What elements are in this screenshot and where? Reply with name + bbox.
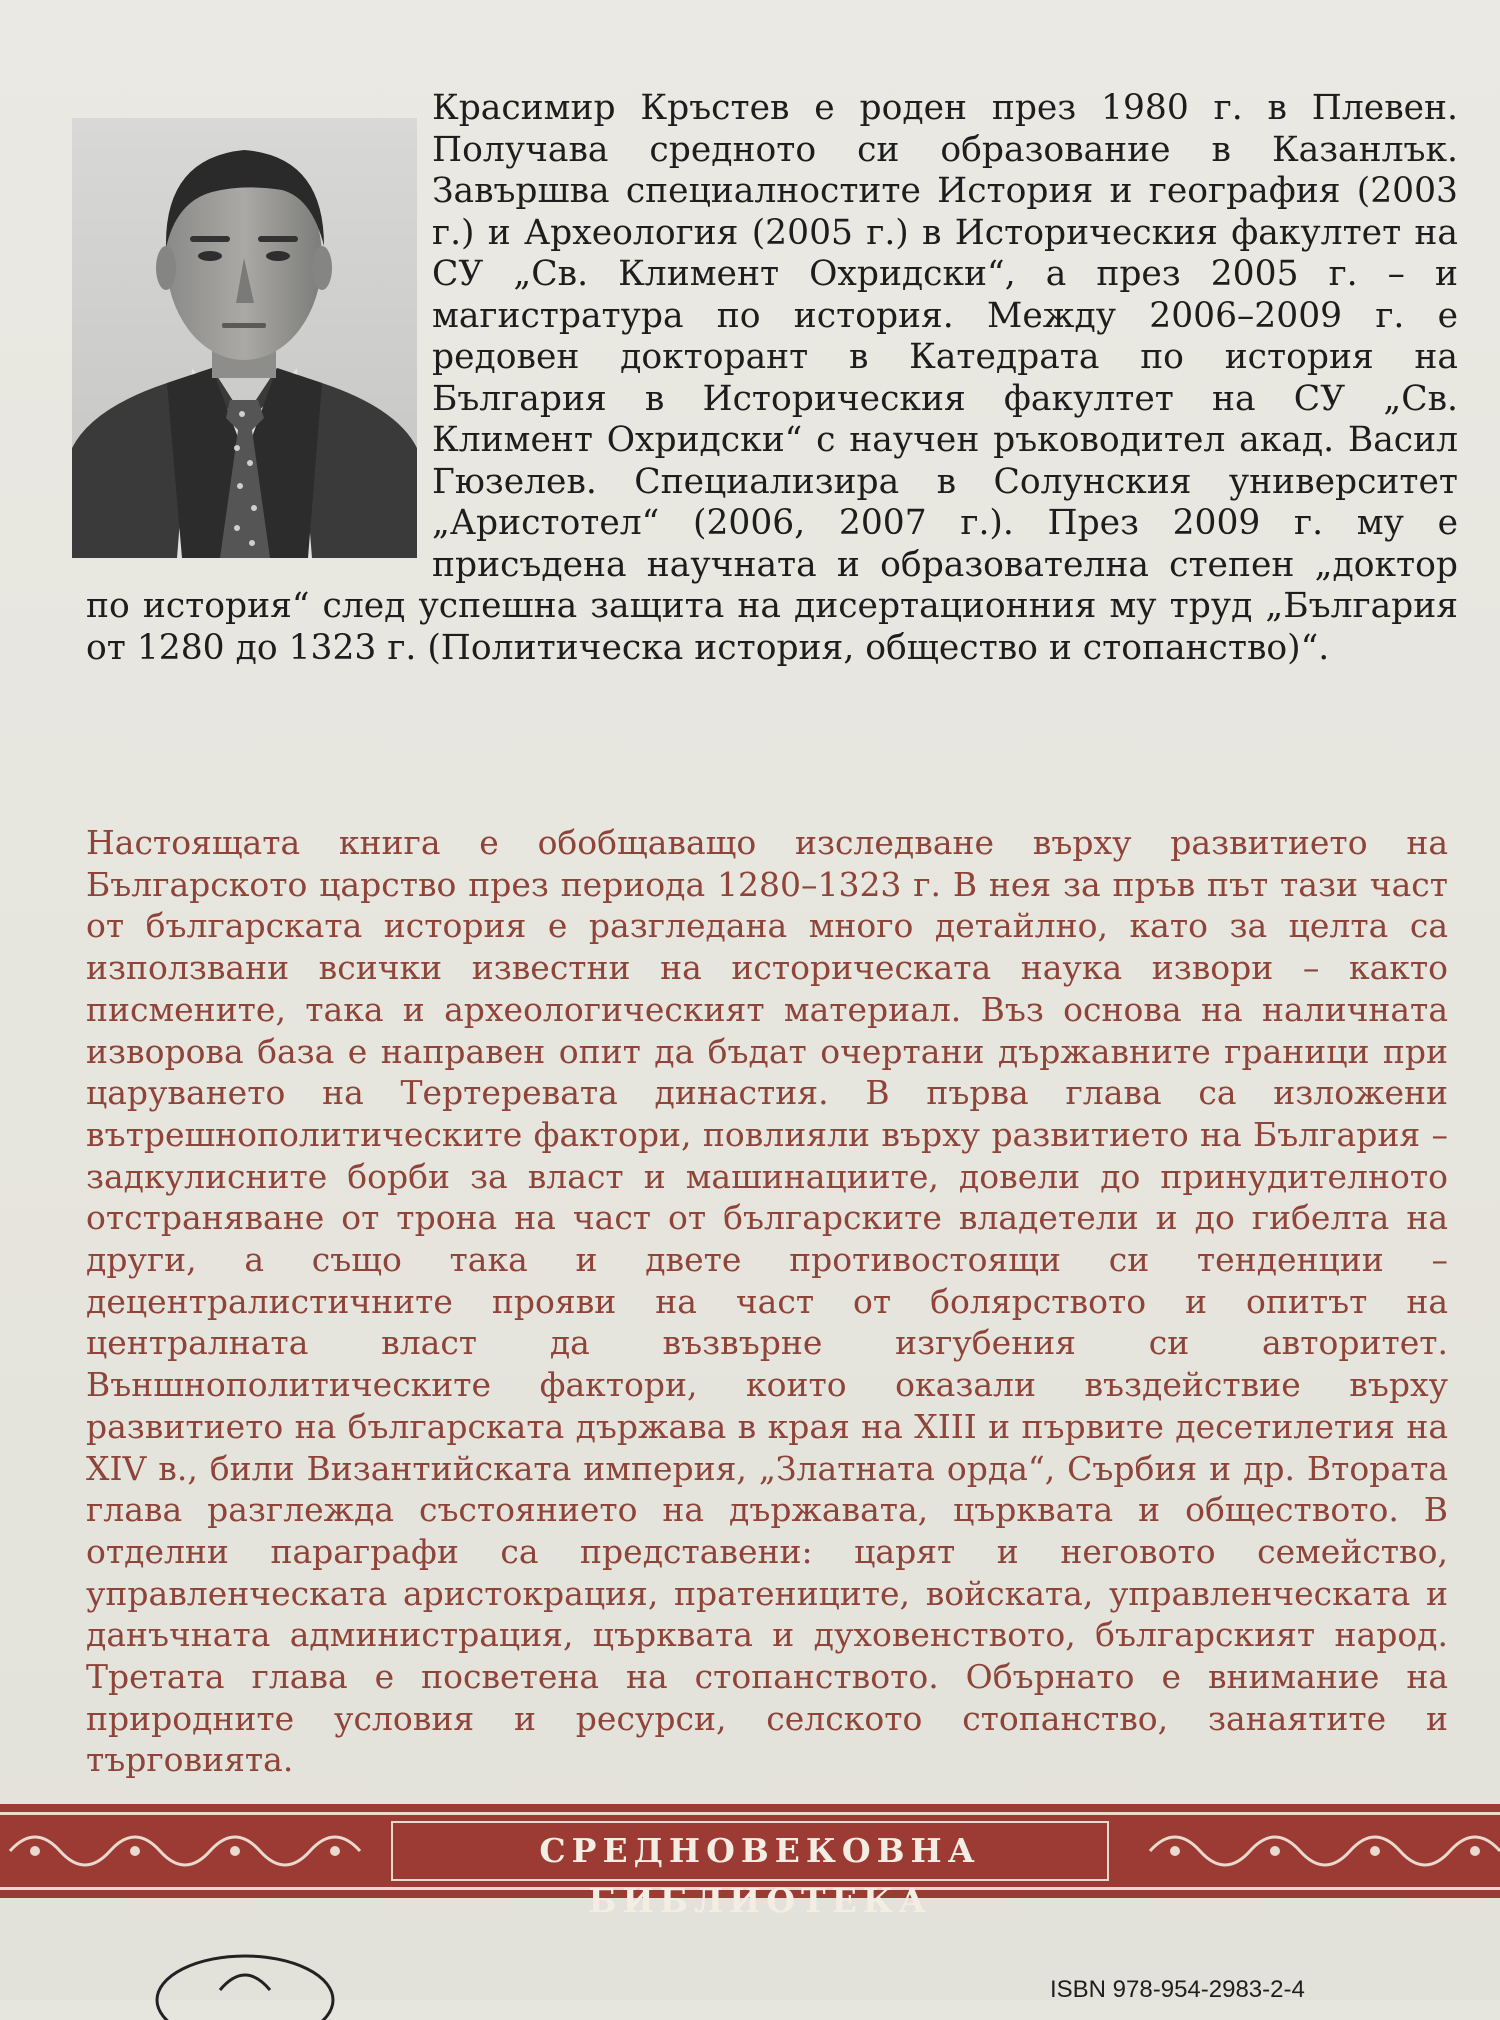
book-description-paragraph: Настоящата книга е обобщаващо изследване върху развитието на Българското царство през периода 1280–1323 г. В нея за пръв път тази част от българската история е разгледана много детайлно, като за целта са използвани всички известни на историческата наука извори – както писмените, така и археологическият материал. Въз основа на наличната изворова база е направен опит да бъдат очертани държавните граници при царуването на Тертеревата династия. В първа глава са изложени вътрешнополитическите фактори, повлияли върху развитието на България – задкулисните борби за власт и машинациите, довели до принудителното отстраняване от трона на част от българските владетели и до гибелта на други, а също така и двете противостоящи си тенденции – децентралистичните прояви на част от болярството и опитът на централната власт да възвърне изгубения си авторитет. Външнополитическите фактори, които оказали въздействие върху развитието на българската държава в края на XIII и първите десетилетия на XIV в., били Византийската империя, „Златната орда“, Сърбия и др. Втората глава разглежда състоянието на държавата, църквата и обществото. В отделни параграфи са представени: царят и неговото семейство, управленческата аристокрация, пратениците, войската, управленческата и данъчната администрация, църквата и духовенството, българският народ. Третата глава е посветена на стопанството. Обърнато е внимание на природните условия и ресурси, селското стопанство, занаятите и търговията.	[86, 823, 1448, 1780]
author-bio-text: Красимир Кръстев е роден през 1980 г. в Плевен. Получава средното си образование в Казанлък. Завършва специалностите История и география (2003 г.) и Археология (2005 г.) в Историческия факултет на СУ „Св. Климент Охридски“, а през 2005 г. – и магистратура по история. Между 2006–2009 г. е редовен докторант в Катедрата по история на България в Историческия факултет на СУ „Св. Климент Охридски“ с научен ръководител акад. Васил Гюзелев. Специализира в Солунския университет „Аристотел“ (2006, 2007 г.). През 2009 г. му е присъдена научната и образователна степен „доктор по история“ след успешна защита на дисертационния му труд „България от 1280 до 1323 г. (Политическа история, общество и стопанство)“.	[86, 88, 1458, 668]
author-bio-paragraph	[86, 88, 1458, 669]
photo-wrap-spacer	[86, 94, 432, 580]
isbn-number: ISBN 978-954-2983-2-4	[1050, 1976, 1305, 2003]
series-title: СРЕДНОВЕКОВНА БИБЛИОТЕКА	[539, 1831, 981, 1920]
publisher-logo-icon	[150, 1950, 340, 2020]
